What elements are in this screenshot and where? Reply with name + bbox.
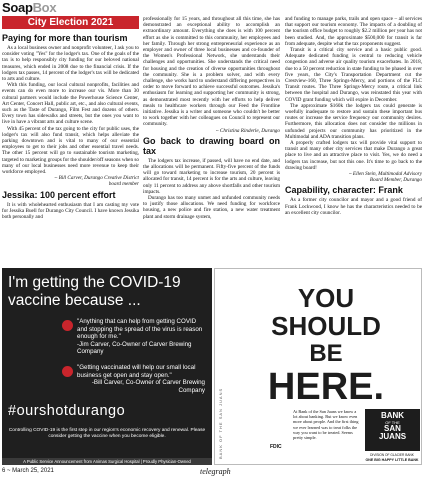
fdic-logo: FDIC [270,444,282,450]
signature: Board Member, Durango [369,177,422,184]
bank-ad [214,268,422,465]
paragraph: Transit is a critical city service and a basic public good. Adequate dedicated funding is central to reducing vehicle congestion and adverse air quality tourism exacerbates. In 2018, due to a 50 percent reduction in state funding to be phased in over five years, the City's Transportation Department cut the Crestview-160, Three Springs-Mercy, and portions of the FLC Transit routes. The Three Springs-Mercy route, a critical link between the hospital and Durango, was reinstated this year with COVID grant funding which will expire in December. [285,47,422,103]
page-number-date: 6 ~ March 25, 2021 [2,468,54,474]
bank-logo-line-2: OF THE [385,420,400,425]
masthead [2,0,56,15]
paragraph: and funding to manage parks, trails and open space – all services that support our tourism economy. The impacts of a doubling of the tourism office budget to roughly $2.2 million per year has not been studied. And, the approximate $500,000 for transit is far from adequate, despite what the tax proponents suggest. [285,16,422,47]
masthead-soap: Soap [2,0,33,15]
paragraph: Durango has too many unmet and unfunded community needs to justify those allocations. We need funding for workforce housing, a new police and fire station, a new water treatment plant and storm drainage system, [143,195,280,220]
paragraph: The lodgers tax increase, if passed, will have no end date, and the allocations will be permanent. Fifty-five percent of the funds will go toward marketing to increase tourism, 20 percent is allocated for transit, 14 percent is for the arts and culture, leaving only 11 percent to address any above shortfalls and other tourism impacts. [143,157,280,195]
paragraph: With 45 percent of the tax going to the city for public uses, the lodger's tax will also fund transit, which helps alleviate the parking downtown and is vital to many of our essential employees to get to their jobs and other essential travel needs. The other 15 percent will go to sustainable tourism marketing, targeted to marketing groups for the shoulder/off seasons when so many of our local businesses need more revenue to keep their workforce employed. [2,125,139,176]
paragraph: professionally for 15 years, and throughout all this time, she has demonstrated an exceptional ability to accomplish an extraordinary amount. Everything she does is with 100 percent effort as she is committed to this community, her employees and her family. Through her strong entrepreneurial experience as an employer and owner of three local businesses and co-founder of the Women's Professional Network, she understands their challenges and opportunities. She understands the critical need for housing and the creation of diverse opportunities throughout the community. She is a problem solver, and with every challenge, she works hard to understand differing perspectives in order to move forward to achieve successful outcomes. Jessika's enthusiasm for learning and supporting her community is strong, as demonstrated most recently with her efforts to help deliver meals to healthcare workers through our Feed the Frontline initiative. Jessika is a writer and someone who couldn't be better to work together with her colleagues on Council to represent our community. [143,16,280,128]
paragraph: The approximate $160k the lodgers tax could generate is woefully inadequate to restore and sustain these important bus routes or increase the service frequency our community desires. Furthermore, this allocation does not consider the millions in unfunded projects our community has prioritized in the Multimodal and ADA transition plans. [285,102,422,140]
signature: ~ Bill Carver, Durango Creative District [54,175,139,182]
bank-logo-line-4: JUANS [378,432,407,441]
quote-1-text: "Anything that can help from getting COVID and stopping the spread of the virus is reason enough for me." [77,318,203,341]
bank-logo-line-3: SAN [384,424,401,433]
bank-logo-line-1: BANK [380,411,405,420]
quote-2-attribution: -Bill Carver, Co-Owner of Carver Brewing Company [91,379,205,394]
signature: ~ Ellen Stein, Multimodal Advisory [348,171,422,178]
quote-1 [77,318,205,356]
ad-headline [8,274,181,310]
paragraph: As a local business owner and nonprofit volunteer, I ask you to consider voting "Yes" for the lodger's tax. One of the goals of the tax is to help responsibly city funding for our beloved national treasures, which ended in 2008 due to the financial crisis. If the lodgers tax passes, 14 percent of the lodger's tax will be dedicated to arts and culture. [2,45,139,83]
quote-icon [62,366,73,377]
section-banner: City Election 2021 [2,16,139,29]
bank-logo [365,409,420,451]
headline-tourism: Paying for more than tourism [2,33,128,43]
you-should-be-here-graphic [231,279,421,404]
quote-1-attribution: -Jim Carver, Co-Owner of Carver Brewing Company [77,340,192,356]
bank-division: DIVISION OF GLACIER BANK [370,453,414,457]
bank-tagline: ONE BIG HAPPY LITTLE BANK [365,458,419,462]
paragraph: With this funding, our local cultural nonprofits, facilities and events can do even more to increase our vis. More than 30 cultural partners would include the Powerhouse Science Center, Art Center, Concert Hall, public art, etc., and also cultural events, such as the Taste of Durango, Film Fest and dozens of others. Every town has sidewalks and streets, but the ones you want to live in have a vibrant arts and culture scene. [2,82,139,126]
paragraph: A properly crafted lodgers tax will provide vital support to transit and many other city services that make Durango a great place to live and an attractive place to visit. Yes, we do need a lodgers tax increase, but not this one. It's time to go back to the drawing board! [285,140,422,171]
signature: ~ Christina Rinderle, Durango [215,127,280,134]
paragraph: As a former city councilor and mayor and a good friend of Frank Lockwood, I know he has the characteristics needed to be an excellent city councilor. [285,197,422,216]
masthead-box: Box [32,0,57,15]
paper-name: telegraph [200,467,231,476]
covid-vaccine-ad [2,268,212,465]
quote-icon [62,320,73,331]
hashtag: #ourshotdurango [8,403,126,419]
paragraph: It is with wholehearted enthusiasm that I am casting my vote for Jessika Buell for Durango City Council. I have known Jessika both personally and [2,201,139,221]
ad-footnote: Controlling COVID-19 is the first step in our region's economic recovery and renewal. Please consider getting the vaccine when you become eligible. [8,428,206,439]
sign-word-be: BE [309,340,343,367]
ad-headline-line-1: I'm getting the COVID-19 [8,274,181,291]
column-2 [143,16,280,266]
ad-headline-line-2: vaccine because ... [8,292,141,309]
sign-word-you: YOU [297,283,355,313]
vertical-bank-name: BANK OF THE SAN JUANS [218,387,223,459]
sign-word-here: HERE. [267,366,385,404]
column-3 [285,16,422,266]
bank-ad-copy: At Bank of the San Juans we know a lot about banking. But we know even more about people. And the first thing we ever learned was to treat folks the way you want to be treated. Seems pretty simple. [293,409,359,441]
headline-capability: Capability, character: Frank [285,185,403,196]
psa-credit: A Public Service Announcement from Animas Surgical Hospital | Proudly Physician-Owned [2,458,212,465]
signature: board member [108,181,139,188]
page-footer [0,466,424,480]
quote-2 [77,364,205,394]
headline-drawing-board: Go back to drawing board on tax [143,135,280,156]
quote-2-text: "Getting vaccinated will help our small local business get open and stay open." [77,364,196,379]
sign-word-should: SHOULD [271,311,381,341]
headline-jessika: Jessika: 100 percent effort [2,189,116,200]
column-1 [2,31,139,266]
